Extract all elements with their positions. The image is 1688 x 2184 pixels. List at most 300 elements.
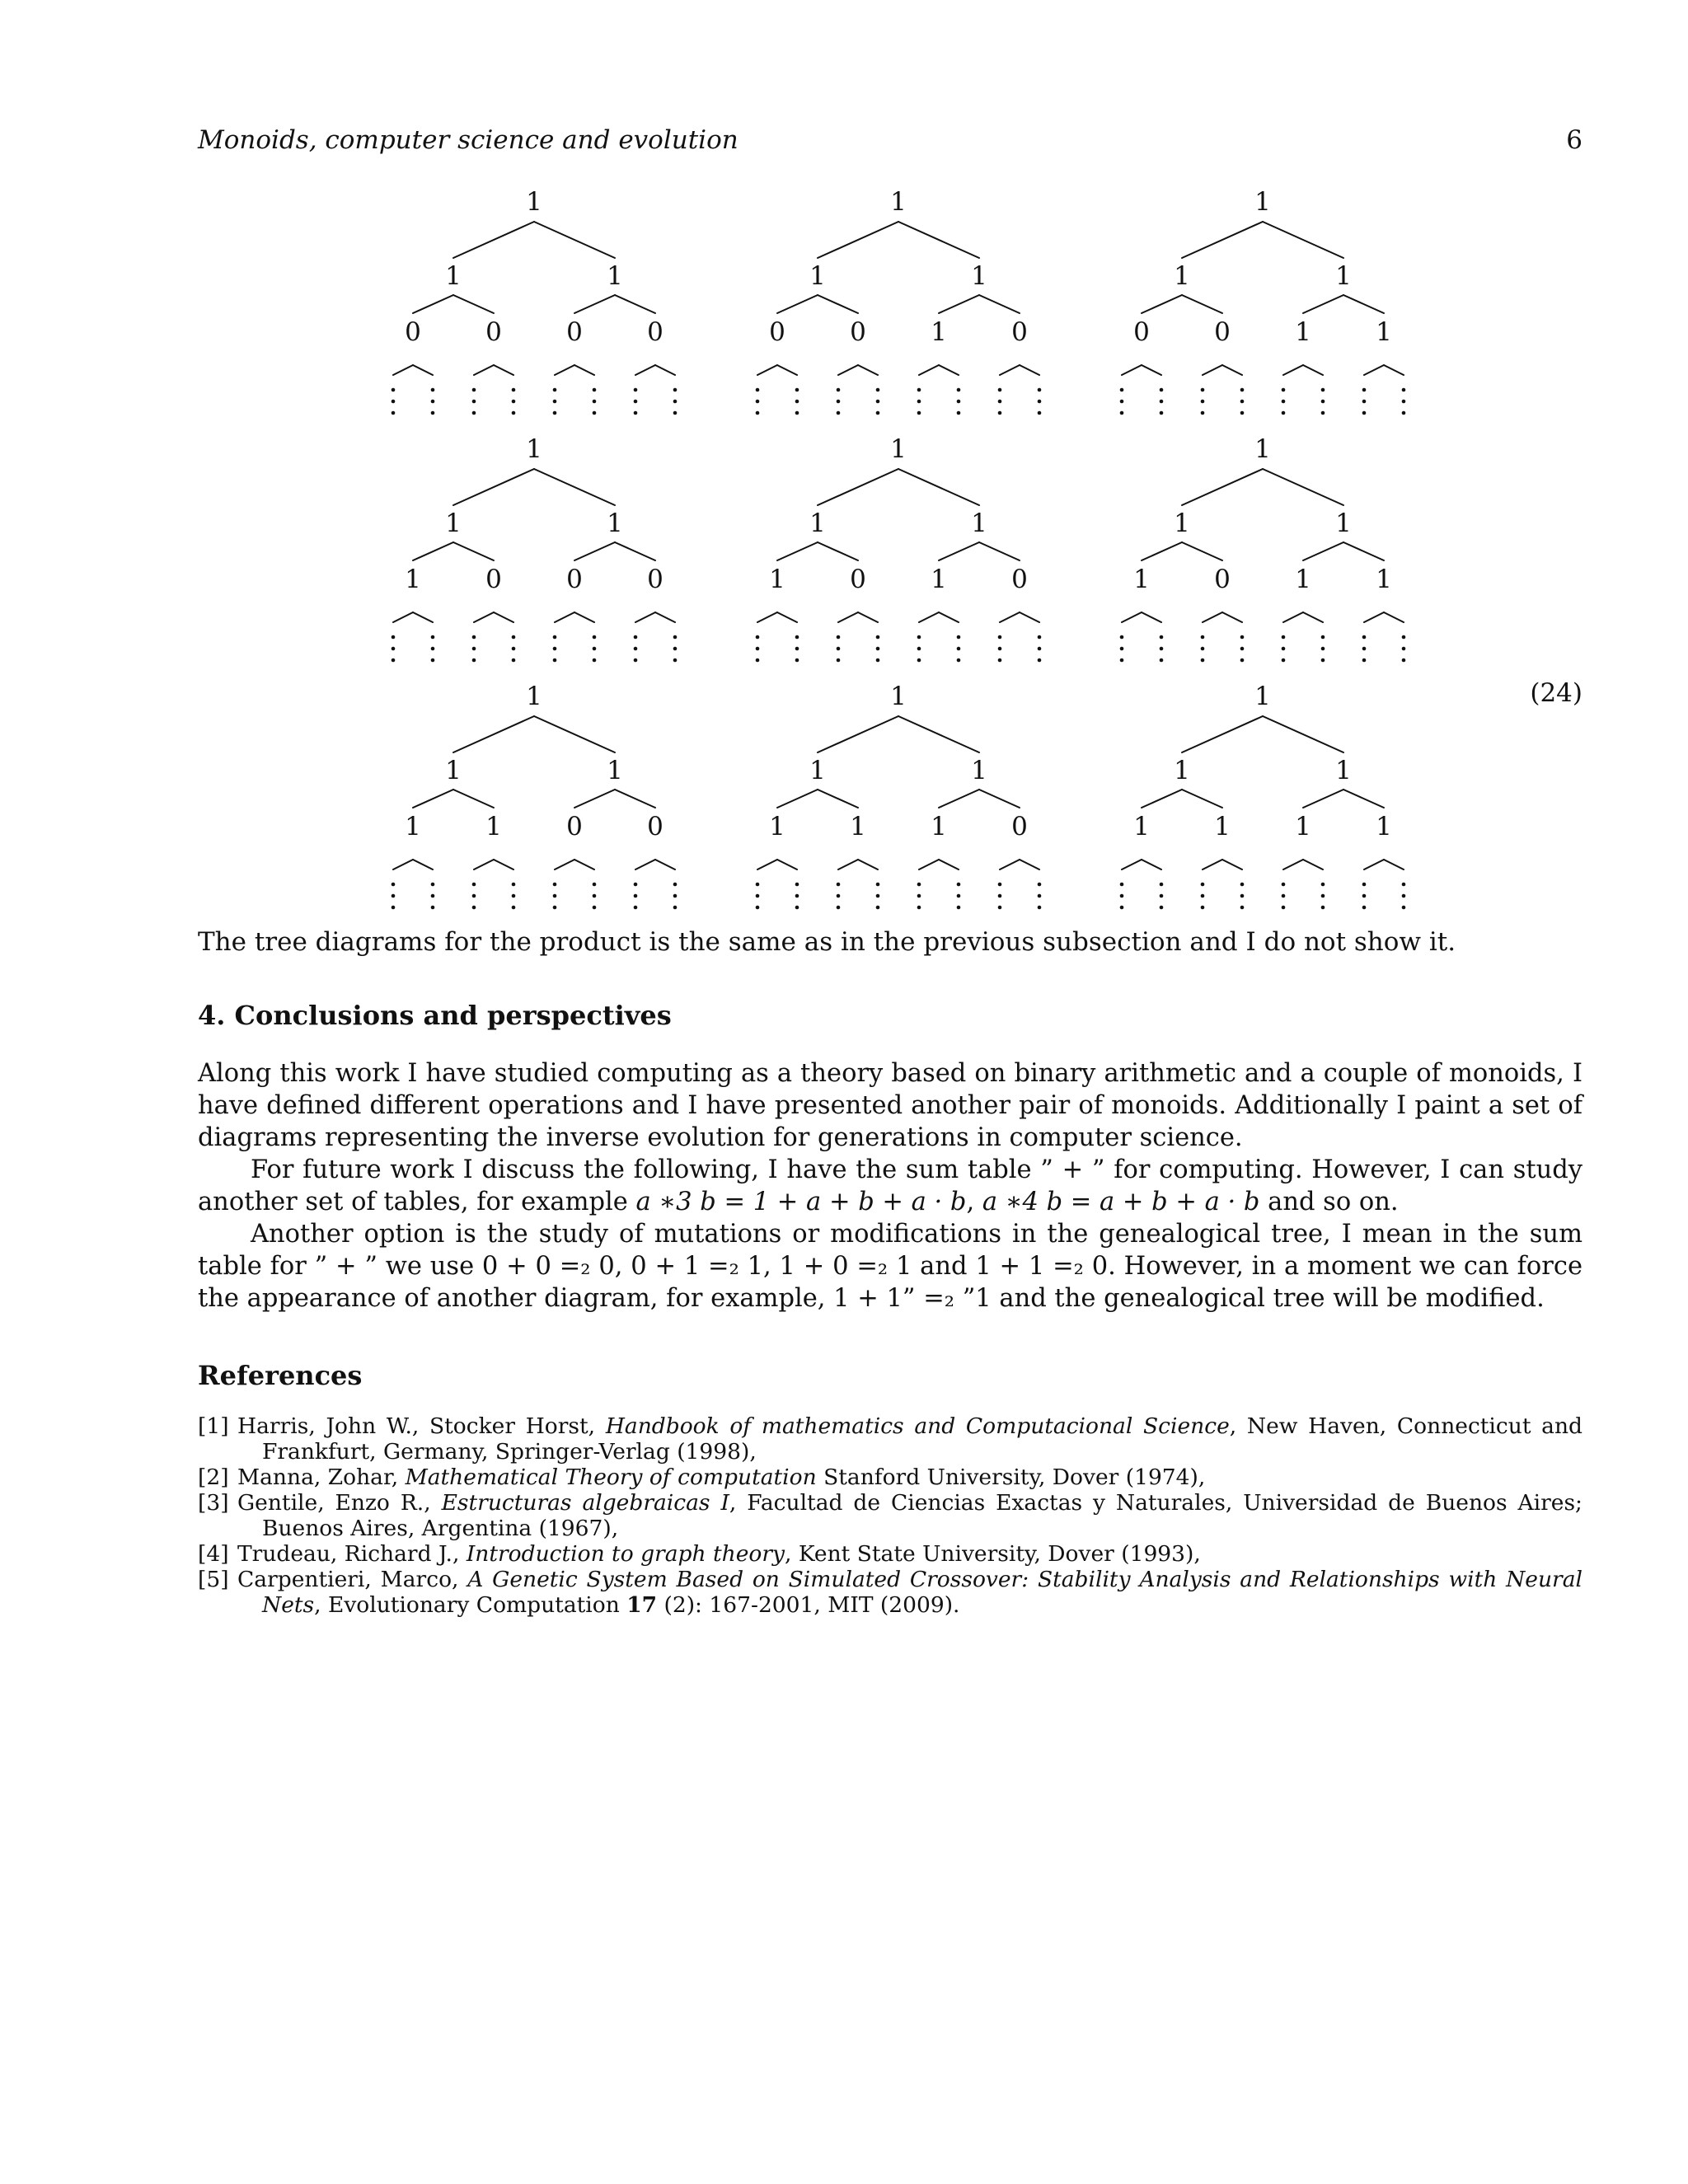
tree-branch-edge [1142, 295, 1182, 313]
tree-branch-edge [818, 542, 858, 560]
tree-continuation-dot [392, 906, 396, 910]
reference-number: [4] [198, 1541, 229, 1567]
tree-branch-edge [898, 222, 979, 258]
tree-branch-edge [939, 542, 979, 560]
tree-continuation-edge [635, 365, 655, 375]
tree-continuation-dot [998, 658, 1002, 663]
tree-continuation-dot [431, 388, 435, 392]
reference-item [198, 1567, 1582, 1618]
tree-level1-label: 1 [809, 261, 826, 291]
tree-continuation-dot [837, 658, 841, 663]
tree-branch-edge [818, 295, 858, 313]
tree-root-label: 1 [890, 682, 907, 711]
tree-continuation-dot [917, 400, 921, 404]
tree-continuation-dot [472, 658, 476, 663]
tree-continuation-dot [917, 883, 921, 887]
tree-branch-edge [574, 295, 615, 313]
tree-continuation-dot [1321, 894, 1325, 898]
tree-continuation-edge [555, 860, 574, 869]
tree-continuation-dot [795, 388, 799, 392]
tree-continuation-dot [1201, 906, 1205, 910]
figure-caption: The tree diagrams for the product is the same as in the previous subsection and I do not show it. [198, 927, 1456, 957]
tree-continuation-edge [574, 365, 594, 375]
tree-continuation-dot [1362, 388, 1367, 392]
tree-continuation-dot [1240, 883, 1245, 887]
tree-continuation-dot [1282, 400, 1286, 404]
tree-leaf-label: 0 [485, 317, 502, 347]
tree-continuation-dot [593, 635, 597, 640]
tree-branch-edge [1343, 542, 1384, 560]
tree-continuation-dot [392, 647, 396, 651]
tree-branch-edge [979, 790, 1020, 808]
tree-continuation-edge [1020, 612, 1039, 622]
tree-continuation-dot [593, 883, 597, 887]
tree-continuation-dot [1240, 400, 1245, 404]
tree-continuation-dot [795, 894, 799, 898]
reference-authors: Trudeau, Richard J., [237, 1541, 467, 1567]
tree-continuation-edge [1303, 365, 1323, 375]
tree-continuation-dot [593, 647, 597, 651]
tree-continuation-dot [634, 635, 638, 640]
tree-continuation-dot [998, 400, 1002, 404]
reference-title: Handbook of mathematics and Computacional Science [605, 1413, 1230, 1439]
tree-continuation-edge [1222, 860, 1242, 869]
reference-authors: Gentile, Enzo R., [237, 1490, 442, 1516]
tree-continuation-dot [431, 658, 435, 663]
tree-continuation-dot [1120, 635, 1124, 640]
tree-continuation-dot [1240, 411, 1245, 415]
tree-continuation-dot [756, 647, 760, 651]
paragraph-2 [198, 1154, 1582, 1218]
tree-continuation-edge [858, 612, 878, 622]
tree-continuation-edge [1364, 612, 1384, 622]
tree-leaf-label: 1 [1376, 812, 1392, 841]
reference-authors: Manna, Zohar, [237, 1465, 406, 1490]
tree-continuation-dot [593, 388, 597, 392]
tree-continuation-dot [1160, 635, 1164, 640]
tree-continuation-dot [634, 411, 638, 415]
tree-continuation-dot [1240, 658, 1245, 663]
tree-continuation-edge [574, 612, 594, 622]
tree-continuation-dot [634, 388, 638, 392]
tree-continuation-dot [1321, 388, 1325, 392]
tree-continuation-dot [553, 658, 557, 663]
tree-continuation-edge [1203, 860, 1222, 869]
tree-continuation-dot [756, 388, 760, 392]
tree-continuation-dot [472, 411, 476, 415]
tree-root-label: 1 [1254, 682, 1271, 711]
tree-leaf-label: 0 [647, 565, 663, 594]
tree-continuation-dot [553, 647, 557, 651]
tree-continuation-dot [1201, 894, 1205, 898]
reference-item [198, 1490, 1582, 1541]
tree-leaf-label: 1 [1376, 317, 1392, 347]
tree-continuation-dot [1120, 647, 1124, 651]
reference-details: , Facultad de Ciencias Exactas y Naturales, Universidad de Buenos Aires; Buenos Aires, Argentina (1967), [262, 1490, 1582, 1541]
tree-branch-edge [1343, 790, 1384, 808]
tree-continuation-dot [1402, 906, 1406, 910]
reference-volume: 17 [626, 1592, 658, 1618]
tree-continuation-edge [1283, 612, 1303, 622]
tree-continuation-dot [1201, 400, 1205, 404]
tree-continuation-dot [673, 400, 678, 404]
tree-continuation-edge [838, 612, 858, 622]
tree-continuation-dot [593, 658, 597, 663]
tree-continuation-dot [673, 635, 678, 640]
tree-continuation-dot [1038, 388, 1042, 392]
tree-continuation-dot [1402, 411, 1406, 415]
tree-continuation-dot [1402, 658, 1406, 663]
tree-continuation-dot [1362, 658, 1367, 663]
tree-continuation-dot [431, 883, 435, 887]
tree-branch-edge [818, 222, 898, 258]
tree-continuation-dot [1240, 894, 1245, 898]
tree-continuation-edge [1122, 860, 1142, 869]
tree-continuation-dot [957, 411, 961, 415]
tree-continuation-dot [837, 883, 841, 887]
tree-branch-edge [453, 469, 534, 505]
tree-continuation-dot [917, 388, 921, 392]
tree-branch-edge [1263, 469, 1343, 505]
tree-continuation-dot [431, 894, 435, 898]
tree-continuation-dot [512, 894, 516, 898]
tree-continuation-dot [957, 658, 961, 663]
tree-continuation-dot [1160, 906, 1164, 910]
tree-continuation-edge [393, 860, 413, 869]
tree-continuation-dot [837, 635, 841, 640]
paragraph-2-text-b: , [966, 1188, 982, 1216]
tree-branch-edge [453, 716, 534, 752]
tree-continuation-dot [1402, 647, 1406, 651]
tree-leaf-label: 0 [566, 565, 583, 594]
formula-star-3: a ∗3 b = 1 + a + b + a · b [635, 1188, 967, 1216]
tree-level1-label: 1 [809, 509, 826, 538]
tree-continuation-edge [757, 860, 777, 869]
tree-branch-edge [1303, 295, 1343, 313]
tree-continuation-edge [1222, 365, 1242, 375]
tree-root-label: 1 [890, 187, 907, 217]
tree-continuation-dot [1120, 411, 1124, 415]
tree-continuation-edge [858, 860, 878, 869]
tree-continuation-dot [1160, 400, 1164, 404]
tree-continuation-edge [838, 860, 858, 869]
tree-branch-edge [818, 716, 898, 752]
tree-continuation-dot [1160, 658, 1164, 663]
tree-continuation-dot [1201, 411, 1205, 415]
tree-continuation-dot [1362, 883, 1367, 887]
tree-root-label: 1 [890, 434, 907, 464]
tree-continuation-dot [1282, 647, 1286, 651]
tree-continuation-edge [838, 365, 858, 375]
tree-leaf-label: 1 [850, 812, 866, 841]
tree-continuation-dot [472, 894, 476, 898]
tree-leaf-label: 0 [769, 317, 785, 347]
tree-continuation-dot [1362, 400, 1367, 404]
equation-number: (24) [1530, 678, 1582, 708]
tree-level1-label: 1 [1335, 509, 1352, 538]
tree-continuation-dot [392, 635, 396, 640]
tree-continuation-dot [876, 658, 880, 663]
tree-branch-edge [615, 790, 655, 808]
tree-continuation-dot [392, 400, 396, 404]
tree-continuation-dot [917, 658, 921, 663]
tree-leaf-label: 1 [931, 317, 947, 347]
tree-leaf-label: 0 [1214, 317, 1231, 347]
tree-continuation-edge [555, 612, 574, 622]
tree-branch-edge [979, 295, 1020, 313]
tree-continuation-dot [472, 906, 476, 910]
tree-level1-label: 1 [971, 261, 987, 291]
tree-continuation-edge [939, 860, 959, 869]
tree-leaf-label: 1 [485, 812, 502, 841]
tree-continuation-dot [472, 400, 476, 404]
section-heading: 4. Conclusions and perspectives [198, 1000, 672, 1031]
references-heading: References [198, 1360, 363, 1391]
tree-continuation-edge [1000, 612, 1020, 622]
reference-details: , Kent State University, Dover (1993), [784, 1541, 1201, 1567]
tree-root-label: 1 [526, 682, 542, 711]
tree-leaf-label: 0 [850, 565, 866, 594]
tree-level1-label: 1 [1335, 261, 1352, 291]
tree-continuation-edge [1364, 365, 1384, 375]
tree-continuation-dot [1402, 883, 1406, 887]
tree-continuation-edge [393, 612, 413, 622]
tree-continuation-edge [413, 860, 433, 869]
tree-continuation-dot [1321, 635, 1325, 640]
tree-branch-edge [413, 790, 453, 808]
paragraph-2-text-c: and so on. [1259, 1188, 1399, 1216]
tree-level1-label: 1 [445, 756, 462, 785]
tree-continuation-dot [917, 411, 921, 415]
tree-branch-edge [777, 790, 818, 808]
tree-branch-edge [1142, 542, 1182, 560]
tree-continuation-dot [1160, 647, 1164, 651]
tree-continuation-dot [431, 400, 435, 404]
tree-continuation-dot [1362, 647, 1367, 651]
tree-continuation-edge [494, 612, 513, 622]
tree-branch-edge [534, 469, 615, 505]
tree-continuation-dot [876, 411, 880, 415]
reference-title: Introduction to graph theory [466, 1541, 785, 1567]
tree-level1-label: 1 [1174, 509, 1190, 538]
tree-continuation-edge [635, 612, 655, 622]
tree-leaf-label: 0 [647, 812, 663, 841]
tree-continuation-dot [795, 883, 799, 887]
tree-continuation-dot [593, 894, 597, 898]
tree-continuation-edge [655, 860, 675, 869]
tree-continuation-dot [634, 906, 638, 910]
reference-item [198, 1541, 1582, 1567]
tree-branch-edge [534, 222, 615, 258]
tree-continuation-edge [413, 612, 433, 622]
tree-leaf-label: 0 [1011, 565, 1028, 594]
tree-continuation-edge [919, 860, 939, 869]
tree-continuation-dot [673, 894, 678, 898]
tree-continuation-edge [1142, 365, 1161, 375]
tree-continuation-edge [474, 860, 494, 869]
tree-branch-edge [453, 222, 534, 258]
tree-continuation-dot [756, 635, 760, 640]
tree-continuation-edge [1122, 365, 1142, 375]
tree-continuation-dot [431, 411, 435, 415]
tree-continuation-dot [957, 906, 961, 910]
tree-continuation-dot [553, 906, 557, 910]
paragraph-2-text-a: For future work I discuss the following, I have the sum table ” + ” for computing. However, I can study another set of tables, for example [198, 1155, 1582, 1216]
tree-continuation-dot [1201, 388, 1205, 392]
tree-continuation-dot [876, 894, 880, 898]
tree-root-label: 1 [526, 187, 542, 217]
tree-continuation-dot [1038, 906, 1042, 910]
tree-continuation-dot [917, 894, 921, 898]
tree-continuation-dot [1120, 906, 1124, 910]
tree-branch-edge [1182, 295, 1222, 313]
tree-continuation-edge [413, 365, 433, 375]
tree-continuation-dot [756, 658, 760, 663]
tree-continuation-dot [837, 647, 841, 651]
tree-leaf-label: 0 [566, 317, 583, 347]
tree-continuation-dot [876, 635, 880, 640]
tree-leaf-label: 0 [405, 317, 421, 347]
tree-continuation-dot [876, 388, 880, 392]
tree-branch-edge [1182, 790, 1222, 808]
tree-leaf-label: 1 [1133, 565, 1150, 594]
tree-continuation-edge [494, 365, 513, 375]
tree-continuation-dot [957, 388, 961, 392]
reference-title: Mathematical Theory of computation [405, 1465, 817, 1490]
tree-continuation-dot [795, 658, 799, 663]
tree-continuation-dot [1038, 400, 1042, 404]
tree-leaf-label: 1 [769, 812, 785, 841]
tree-continuation-dot [756, 411, 760, 415]
tree-level1-label: 1 [1174, 261, 1190, 291]
tree-continuation-dot [1201, 647, 1205, 651]
tree-continuation-edge [939, 365, 959, 375]
tree-continuation-edge [757, 612, 777, 622]
tree-continuation-dot [634, 647, 638, 651]
tree-continuation-dot [634, 658, 638, 663]
tree-branch-edge [939, 790, 979, 808]
tree-continuation-dot [673, 883, 678, 887]
tree-continuation-dot [1402, 388, 1406, 392]
tree-continuation-dot [917, 906, 921, 910]
tree-continuation-dot [1240, 388, 1245, 392]
tree-continuation-dot [876, 400, 880, 404]
tree-continuation-dot [837, 906, 841, 910]
tree-level1-label: 1 [1174, 756, 1190, 785]
tree-continuation-dot [917, 635, 921, 640]
tree-continuation-dot [553, 411, 557, 415]
tree-continuation-dot [1160, 883, 1164, 887]
tree-continuation-dot [472, 883, 476, 887]
tree-continuation-edge [1203, 365, 1222, 375]
tree-continuation-dot [512, 658, 516, 663]
tree-branch-edge [413, 295, 453, 313]
tree-continuation-dot [1160, 894, 1164, 898]
tree-continuation-dot [512, 388, 516, 392]
tree-branch-edge [939, 295, 979, 313]
tree-leaf-label: 0 [850, 317, 866, 347]
tree-leaf-label: 1 [1214, 812, 1231, 841]
tree-branch-edge [777, 542, 818, 560]
tree-continuation-dot [431, 635, 435, 640]
tree-root-label: 1 [1254, 434, 1271, 464]
tree-continuation-dot [957, 635, 961, 640]
tree-continuation-edge [1020, 365, 1039, 375]
tree-continuation-dot [756, 906, 760, 910]
tree-branch-edge [777, 295, 818, 313]
tree-continuation-dot [512, 883, 516, 887]
tree-branch-edge [1303, 790, 1343, 808]
tree-continuation-dot [1038, 894, 1042, 898]
tree-continuation-dot [795, 400, 799, 404]
tree-continuation-dot [1282, 894, 1286, 898]
tree-branch-edge [615, 295, 655, 313]
tree-continuation-dot [795, 647, 799, 651]
tree-continuation-dot [392, 658, 396, 663]
tree-continuation-dot [795, 635, 799, 640]
tree-continuation-dot [837, 894, 841, 898]
tree-branch-edge [453, 790, 494, 808]
tree-continuation-dot [1038, 883, 1042, 887]
tree-branch-edge [1182, 716, 1263, 752]
tree-continuation-dot [673, 906, 678, 910]
reference-authors: Carpentieri, Marco, [237, 1567, 468, 1592]
tree-continuation-dot [957, 400, 961, 404]
tree-continuation-dot [876, 906, 880, 910]
conclusions-body [198, 1057, 1582, 1315]
tree-continuation-dot [998, 388, 1002, 392]
tree-continuation-edge [555, 365, 574, 375]
reference-details: , New Haven, Connecticut and Frankfurt, Germany, Springer-Verlag (1998), [262, 1413, 1582, 1465]
tree-continuation-edge [1283, 365, 1303, 375]
reference-item [198, 1413, 1582, 1465]
tree-level1-label: 1 [971, 509, 987, 538]
tree-leaf-label: 0 [485, 565, 502, 594]
tree-leaf-label: 0 [1214, 565, 1231, 594]
tree-continuation-dot [392, 883, 396, 887]
tree-branch-edge [574, 790, 615, 808]
tree-continuation-dot [593, 411, 597, 415]
tree-branch-edge [979, 542, 1020, 560]
tree-continuation-dot [1402, 635, 1406, 640]
tree-continuation-edge [1303, 860, 1323, 869]
tree-level1-label: 1 [445, 261, 462, 291]
tree-continuation-dot [472, 635, 476, 640]
tree-continuation-dot [1321, 906, 1325, 910]
tree-continuation-dot [1321, 658, 1325, 663]
reference-details: , Evolutionary Computation [314, 1592, 627, 1618]
tree-continuation-dot [795, 411, 799, 415]
tree-level1-label: 1 [607, 756, 623, 785]
tree-continuation-dot [553, 883, 557, 887]
paragraph-3: Another option is the study of mutations or modifications in the genealogical tree, I mean in the sum table for ” + ” we use 0 + 0 =₂ 0, 0 + 1 =₂ 1, 1 + 0 =₂ 1 and 1 + 1 =₂ 0. However, in a moment we can force the appearance of another diagram, for example, 1 + 1” =₂ ”1 and the genealogical tree will be modified. [198, 1220, 1582, 1313]
tree-continuation-edge [393, 365, 413, 375]
tree-leaf-label: 0 [566, 812, 583, 841]
tree-continuation-dot [553, 388, 557, 392]
tree-continuation-dot [512, 647, 516, 651]
tree-continuation-dot [1282, 883, 1286, 887]
tree-continuation-dot [1038, 647, 1042, 651]
tree-branch-edge [453, 542, 494, 560]
tree-leaf-label: 1 [1295, 812, 1311, 841]
tree-continuation-dot [1321, 400, 1325, 404]
tree-continuation-dot [917, 647, 921, 651]
tree-continuation-dot [634, 883, 638, 887]
tree-leaf-label: 1 [1295, 565, 1311, 594]
tree-continuation-edge [655, 365, 675, 375]
tree-branch-edge [1303, 542, 1343, 560]
tree-continuation-dot [1282, 635, 1286, 640]
